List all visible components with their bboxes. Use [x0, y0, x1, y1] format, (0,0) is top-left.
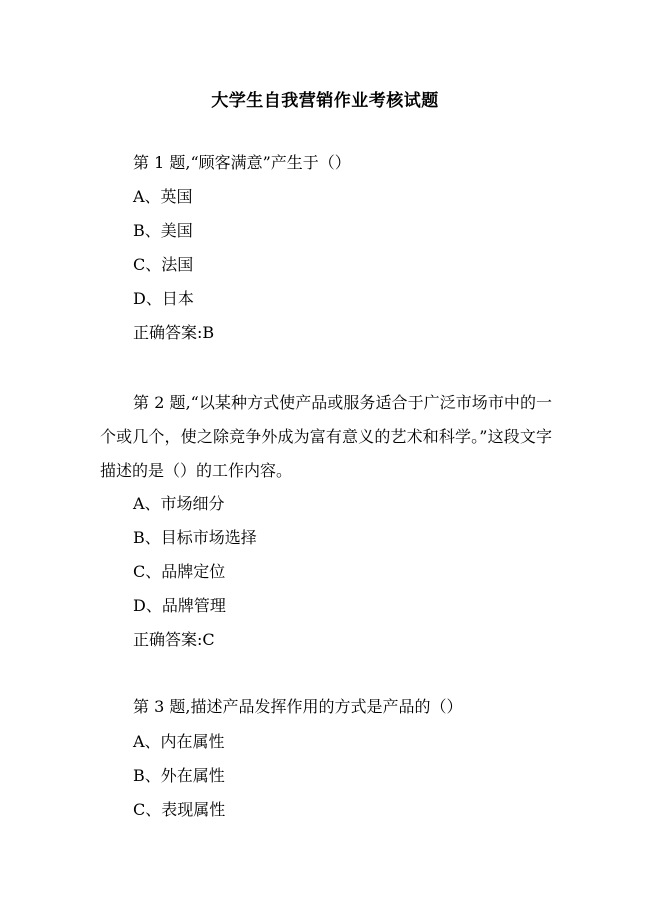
question-1-option-d: D、日本: [133, 289, 194, 308]
question-2-option-d: D、品牌管理: [133, 596, 226, 615]
question-2-answer: 正确答案:C: [133, 630, 215, 649]
question-2-option-b: B、目标市场选择: [133, 528, 257, 547]
question-1-answer: 正确答案:B: [133, 323, 215, 342]
question-1-option-b: B、美国: [133, 221, 193, 240]
question-1-option-a: A、英国: [133, 187, 193, 206]
question-3-option-b: B、外在属性: [133, 766, 225, 785]
document-title: 大学生自我营销作业考核试题: [211, 91, 439, 111]
question-2-stem: 第 2 题,“以某种方式使产品或服务适合于广泛市场市中的一个或几个，使之除竞争外成为富有意义的艺术和科学。”这段文字描述的是（）的工作内容。: [100, 393, 552, 480]
question-1-option-c: C、法国: [133, 255, 194, 274]
question-2-option-c: C、品牌定位: [133, 562, 226, 581]
question-1-stem: 第 1 题,“顾客满意”产生于（）: [133, 153, 351, 172]
question-3-option-c: C、表现属性: [133, 800, 226, 819]
question-2-option-a: A、市场细分: [133, 494, 225, 513]
question-3-stem: 第 3 题,描述产品发挥作用的方式是产品的（）: [133, 697, 463, 716]
question-3-option-a: A、内在属性: [133, 732, 225, 751]
